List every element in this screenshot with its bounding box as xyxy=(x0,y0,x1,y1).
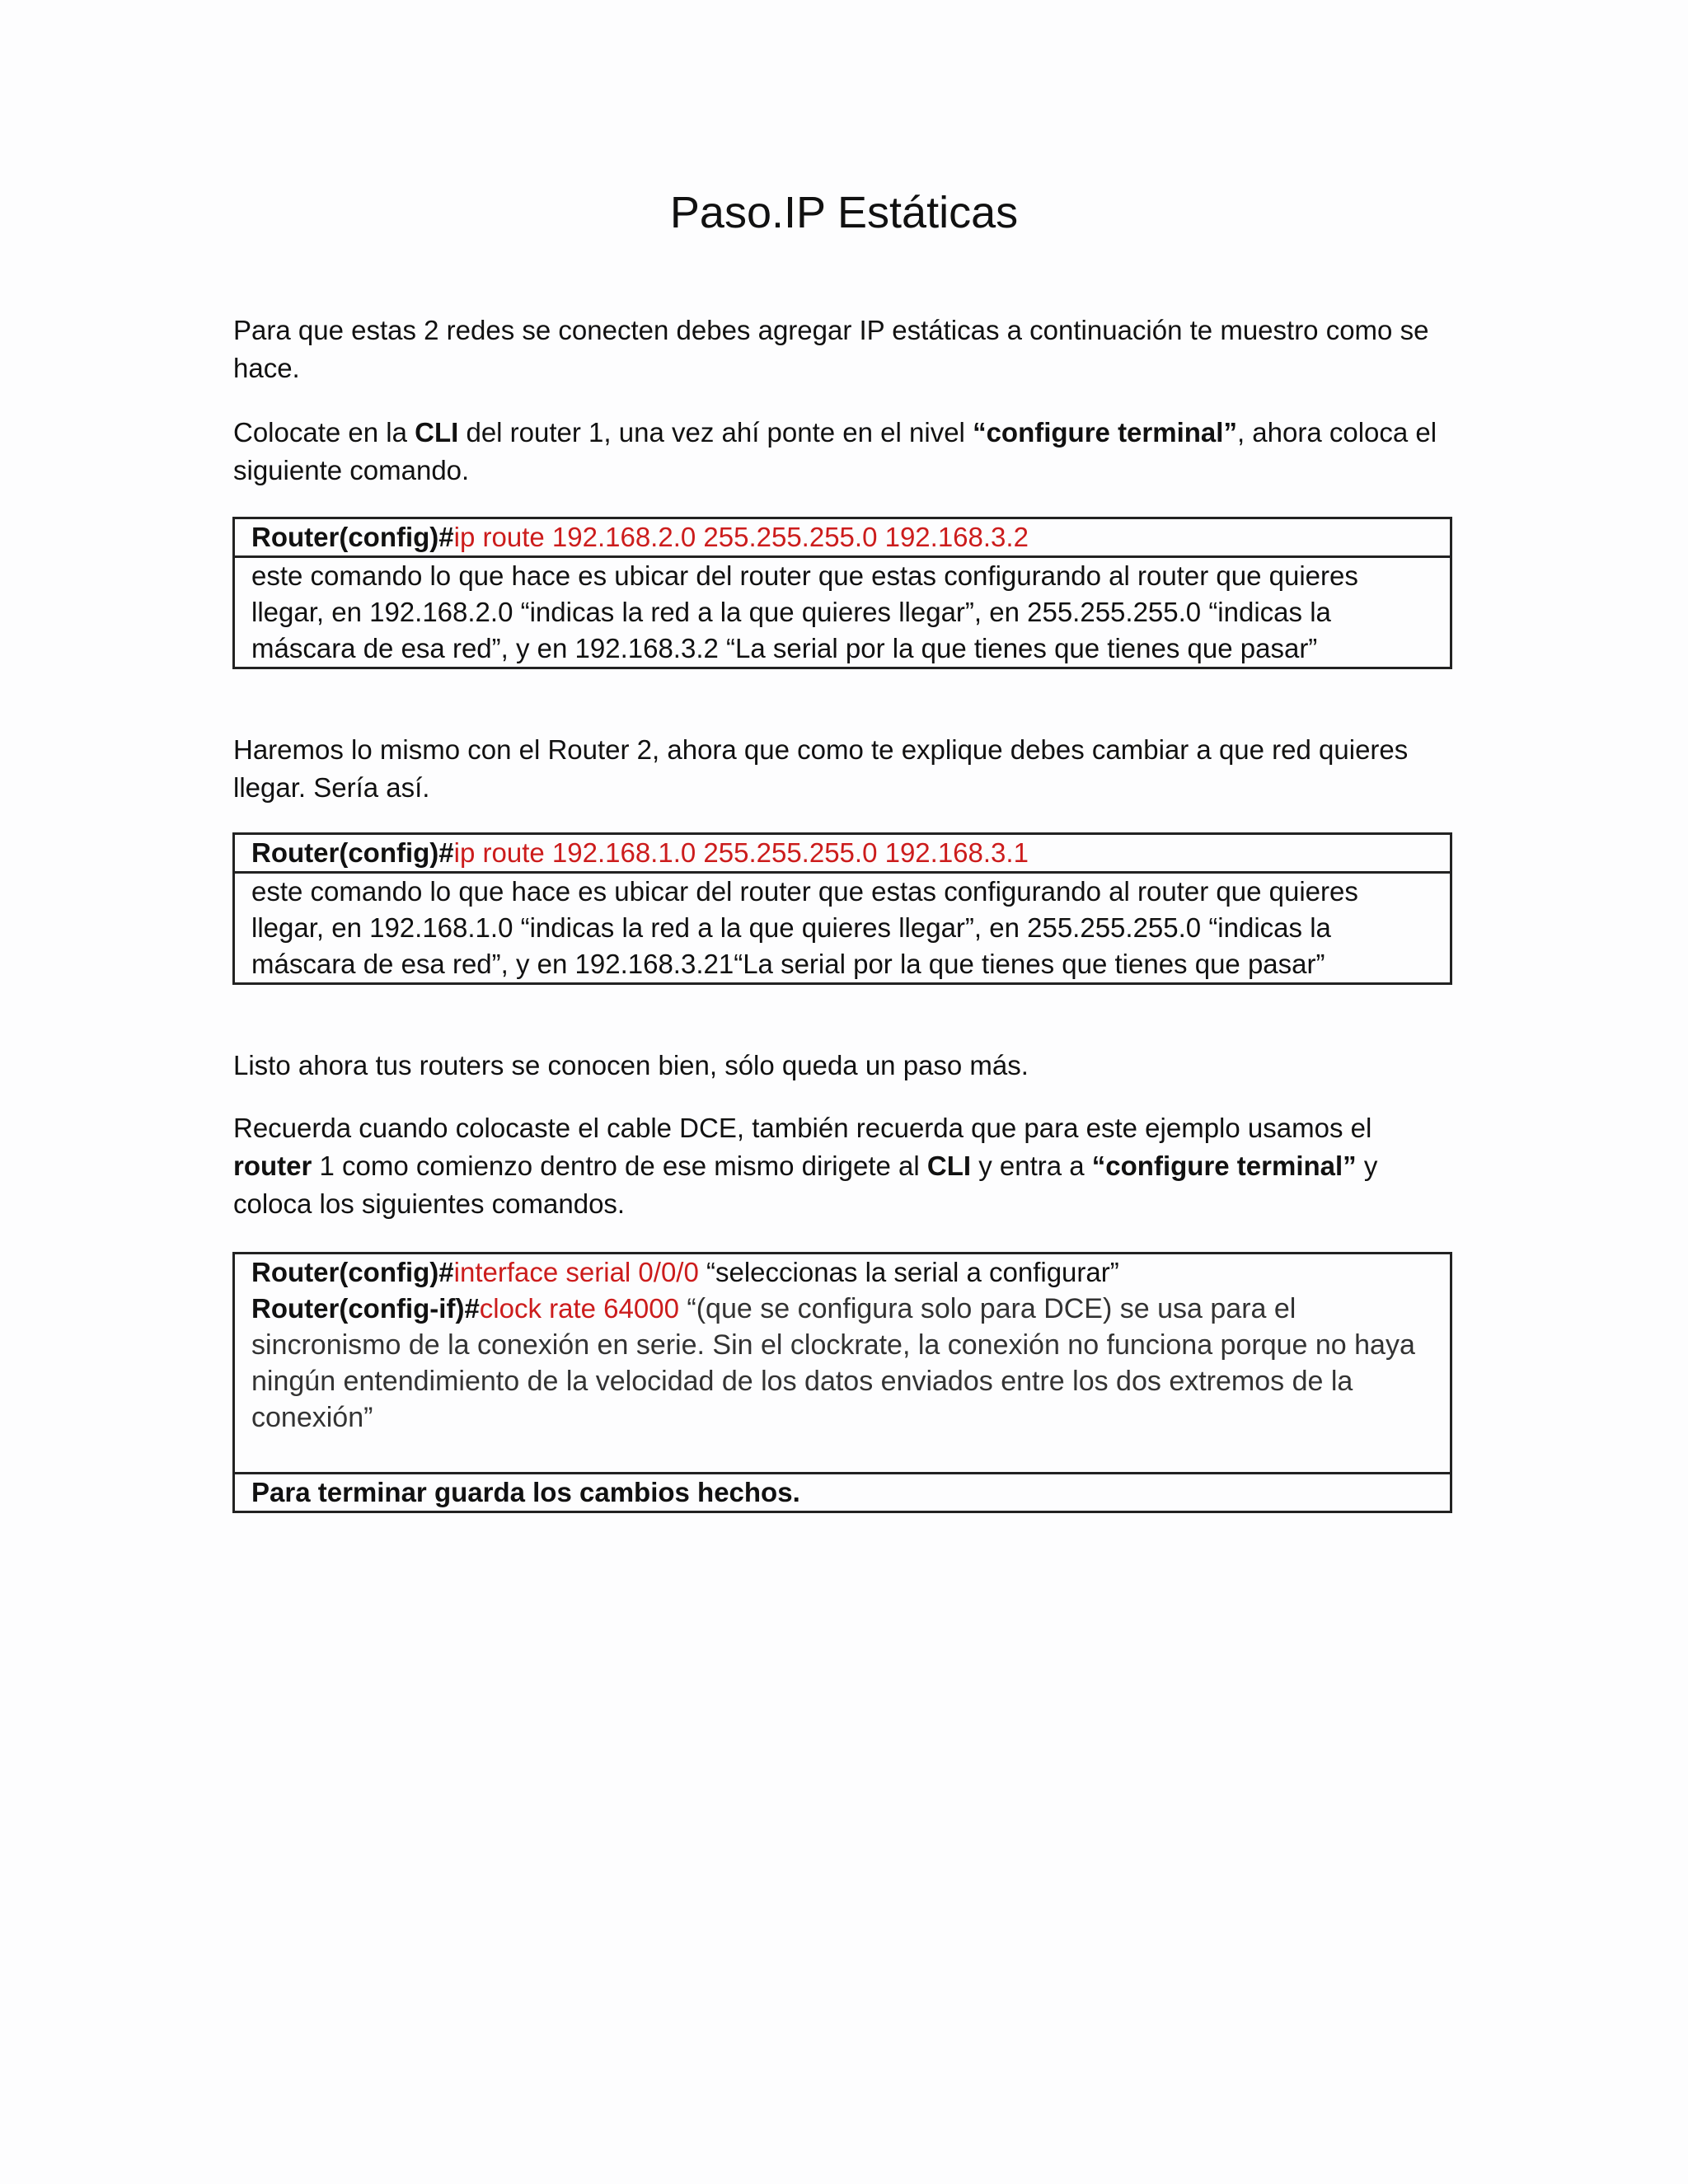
command-explanation: este comando lo que hace es ubicar del router que estas configurando al router que quieres llegar, en 192.168.2.0 “indicas la red a la que quieres llegar”, en 255.255.255.0 “indicas la máscara de esa red”, y en 192.168.3.2 “La serial por la que tienes que tienes que pasar” xyxy=(235,555,1450,667)
cli-command: ip route 192.168.2.0 255.255.255.0 192.168.3.2 xyxy=(453,522,1029,552)
cli-command: interface serial 0/0/0 xyxy=(453,1257,699,1287)
step3-cli: CLI xyxy=(926,1151,972,1181)
clockrate-command-line xyxy=(251,1291,1433,1436)
cli-prompt: Router(config)# xyxy=(251,1257,454,1287)
step1-level: “configure terminal” xyxy=(973,417,1237,448)
listo-paragraph: Listo ahora tus routers se conocen bien, sólo queda un paso más. xyxy=(233,1050,1029,1080)
step3-mid2: y entra a xyxy=(971,1151,1092,1181)
command-box-dce xyxy=(232,1252,1452,1513)
cli-prompt: Router(config-if)# xyxy=(251,1293,480,1324)
command-explanation: este comando lo que hace es ubicar del router que estas configurando al router que quieres llegar, en 192.168.1.0 “indicas la red a la que quieres llegar”, en 255.255.255.0 “indicas la máscara de esa red”, y en 192.168.3.21“La serial por la que tienes que tienes que pasar” xyxy=(235,871,1450,982)
router2-paragraph: Haremos lo mismo con el Router 2, ahora que como te explique debes cambiar a que red quieres llegar. Sería así. xyxy=(233,734,1409,803)
step3-level: “configure terminal” xyxy=(1091,1151,1357,1181)
step3-mid1: 1 como comienzo dentro de ese mismo dirigete al xyxy=(312,1151,927,1181)
command-box-router1 xyxy=(232,517,1452,669)
intro-paragraph: Para que estas 2 redes se conecten debes agregar IP estáticas a continuación te muestro como se hace. xyxy=(233,315,1429,383)
dce-commands xyxy=(235,1254,1450,1472)
step1-paragraph xyxy=(233,414,1453,490)
command-row xyxy=(235,519,1450,555)
step3-paragraph xyxy=(233,1109,1453,1223)
step1-cli: CLI xyxy=(415,417,459,448)
command-row xyxy=(235,835,1450,871)
cli-prompt: Router(config)# xyxy=(251,837,454,868)
cli-command: ip route 192.168.1.0 255.255.255.0 192.168.3.1 xyxy=(453,837,1029,868)
command-note: “(que se configura solo para DCE) se usa para el sincronismo de la conexión en serie. Sin el clockrate, la conexión no funciona porque no haya ningún entendimiento de la velocidad de los datos enviados entre los dos extremos de la conexión” xyxy=(251,1293,1415,1433)
step1-suffix: , ahora coloca el siguiente comando. xyxy=(233,417,1437,485)
step1-prefix: Colocate en la xyxy=(233,417,415,448)
step3-suffix: y coloca los siguientes comandos. xyxy=(233,1151,1378,1219)
final-instruction-text: Para terminar guarda los cambios hechos. xyxy=(251,1477,800,1507)
step1-mid: del router 1, una vez ahí ponte en el nivel xyxy=(458,417,973,448)
final-instruction xyxy=(235,1472,1450,1511)
command-box-router2 xyxy=(232,832,1452,985)
step3-router: router xyxy=(233,1151,312,1181)
step3-prefix: Recuerda cuando colocaste el cable DCE, también recuerda que para este ejemplo usamos el xyxy=(233,1113,1372,1143)
cli-prompt: Router(config)# xyxy=(251,522,454,552)
command-note: “seleccionas la serial a configurar” xyxy=(698,1257,1119,1287)
interface-command-line xyxy=(251,1254,1433,1291)
page-title: Paso.IP Estáticas xyxy=(669,188,1019,237)
cli-command: clock rate 64000 xyxy=(479,1293,679,1324)
